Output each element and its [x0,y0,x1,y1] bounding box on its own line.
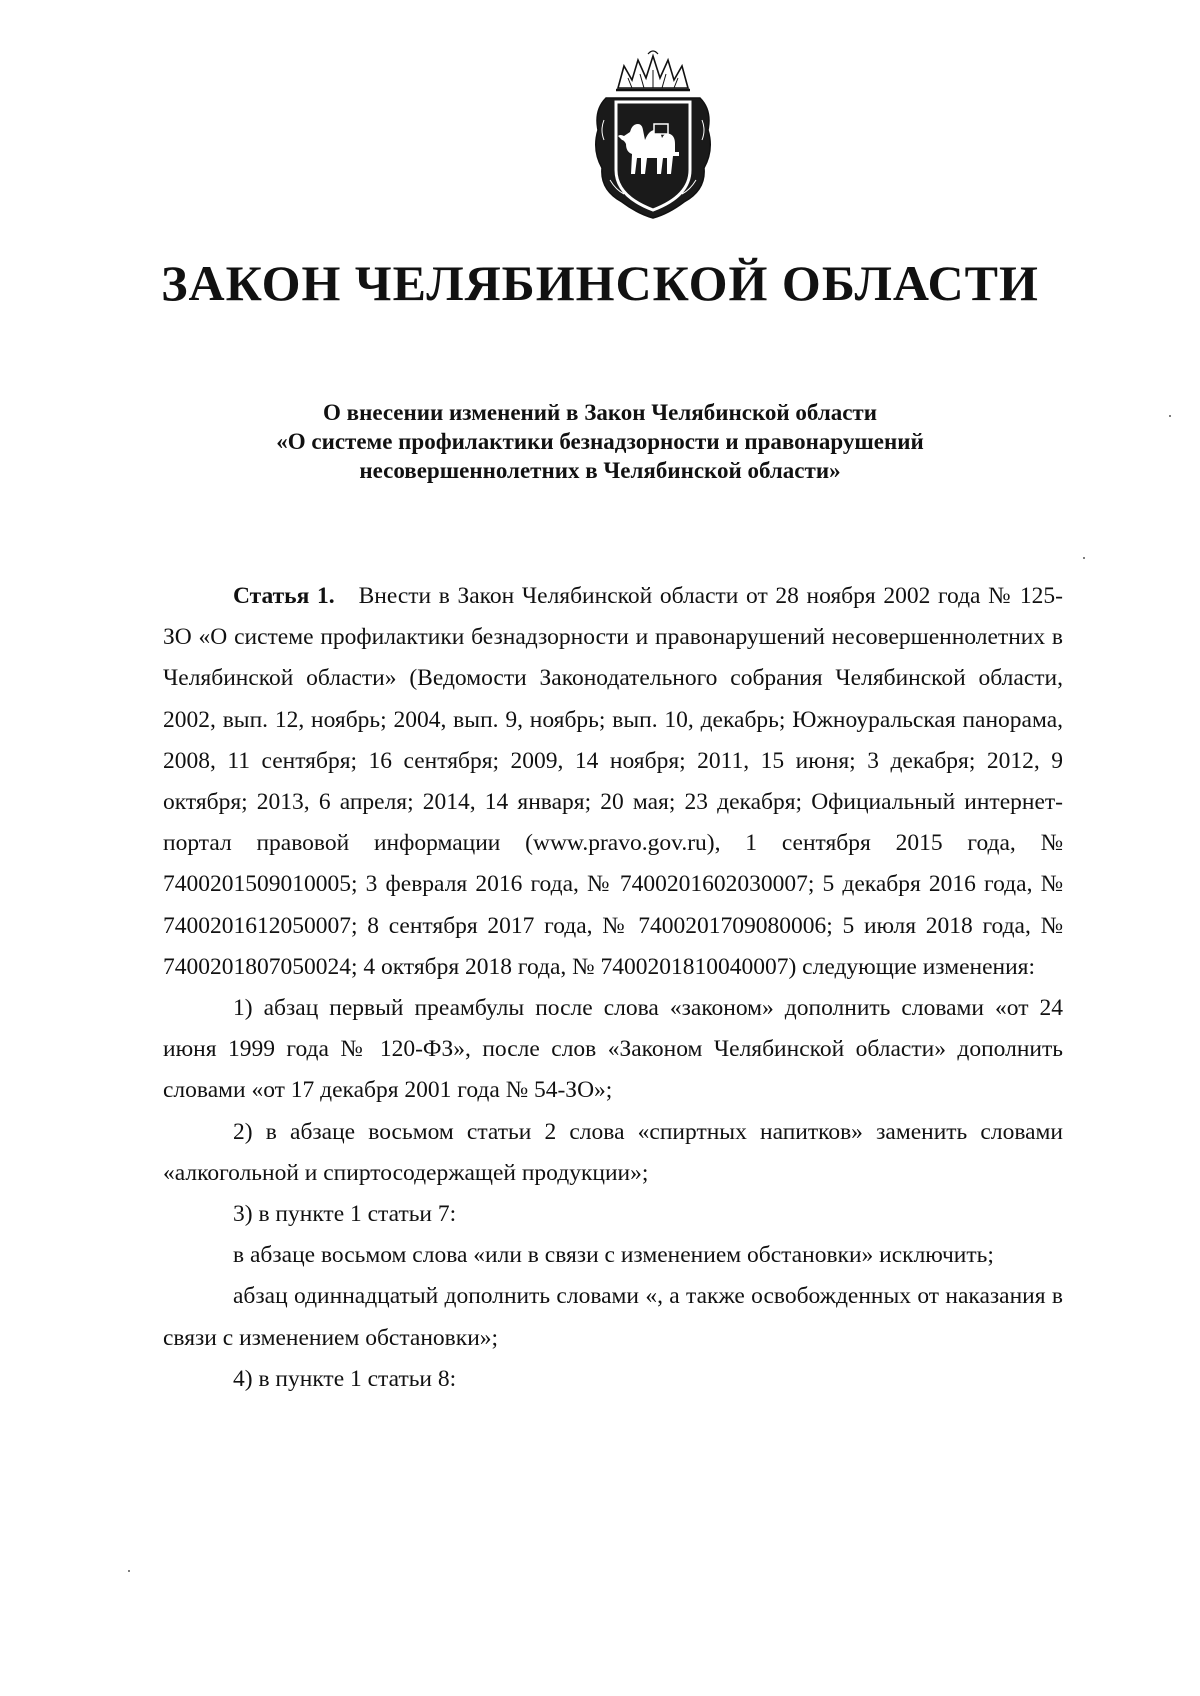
article-1-paragraph [163,576,1063,988]
amendment-paragraph: 4) в пункте 1 статьи 8: [233,1365,457,1392]
scan-speck [128,1570,130,1572]
amendment-paragraph: абзац одиннадцатый дополнить словами «, а также освобожденных от наказания в связи с изменением обстановки»; [163,1283,1063,1351]
coat-of-arms-icon [588,50,718,220]
article-label: Статья 1. [233,583,335,609]
amendment-paragraph: 2) в абзаце восьмом статьи 2 слова «спиртных напитков» заменить словами «алкогольной и спиртосодержащей продукции»; [163,1118,1063,1186]
law-body [163,576,1063,1400]
subject-line: О внесении изменений в Закон Челябинской области [323,400,877,425]
subject-line: несовершеннолетних в Челябинской области» [359,458,841,483]
subject-line: «О системе профилактики безнадзорности и правонарушений [276,429,924,454]
amendment-paragraph: 3) в пункте 1 статьи 7: [233,1201,457,1228]
amendment-paragraph: 1) абзац первый преамбулы после слова «законом» дополнить словами «от 24 июня 1999 года № 120-ФЗ», после слов «Законом Челябинской области» дополнить словами «от 17 декабря 2001 года № 54-ЗО»; [163,995,1063,1104]
scan-speck [1083,557,1085,559]
article-intro-text: Внести в Закон Челябинской области от 28 ноября 2002 года № 125-ЗО «О системе профилактики безнадзорности и правонарушений несовершеннолетних в Челябинской области» (Ведомости Законодательного собрания Челябинской области, 2002, вып. 12, ноябрь; 2004, вып. 9, ноябрь; вып. 10, декабрь; Южноуральская панорама, 2008, 11 сентября; 16 сентября; 2009, 14 ноября; 2011, 15 июня; 3 декабря; 2012, 9 октября; 2013, 6 апреля; 2014, 14 января; 20 мая; 23 декабря; Официальный интернет-портал правовой информации (www.pravo.gov.ru), 1 сентября 2015 года, № 7400201509010005; 3 февраля 2016 года, № 7400201602030007; 5 декабря 2016 года, № 7400201612050007; 8 сентября 2017 года, № 7400201709080006; 5 июля 2018 года, № 7400201807050024; 4 октября 2018 года, № 7400201810040007) следующие изменения: [163,583,1063,980]
law-subject [0,398,1200,485]
law-title: ЗАКОН ЧЕЛЯБИНСКОЙ ОБЛАСТИ [161,255,1039,311]
amendment-paragraph: в абзаце восьмом слова «или в связи с изменением обстановки» исключить; [233,1242,994,1269]
scan-speck [1169,415,1171,417]
